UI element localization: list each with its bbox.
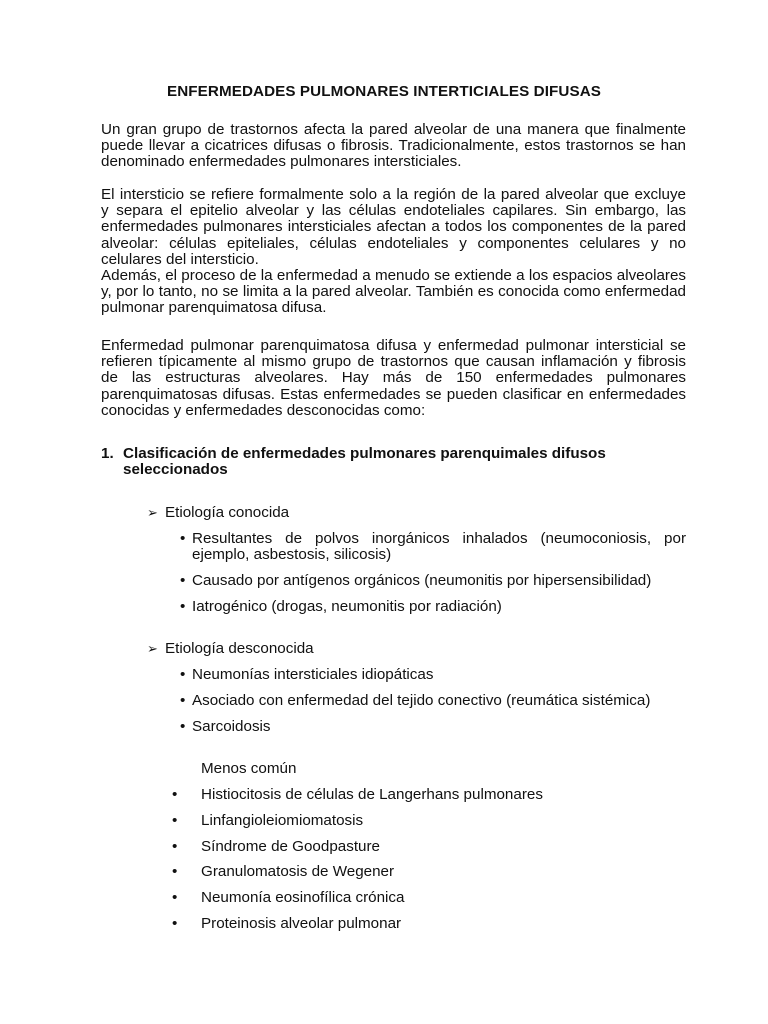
paragraph-line: alveolar: células epiteliales, células endoteliales y componentes celulares y no [101,234,686,252]
less-common-label: Neumonía eosinofílica crónica [201,889,405,906]
bullet-line: Causado por antígenos orgánicos (neumonitis por hipersensibilidad) [192,572,652,589]
paragraph-line: conocidas y enfermedades desconocidas como: [101,401,426,419]
paragraph-line: Enfermedad pulmonar parenquimatosa difusa y enfermedad pulmonar intersticial se [101,337,686,354]
bullet-line: ejemplo, asbestosis, silicosis) [192,546,392,564]
bullet-line: Iatrogénico (drogas, neumonitis por radiación) [192,598,502,615]
known-item-1 [180,531,686,563]
unknown-item-3 [180,719,686,735]
paragraph-line: El intersticio se refiere formalmente solo a la región de la pared alveolar que excluye [101,186,686,203]
paragraph-line: de las estructuras alveolares. Hay más de 150 enfermedades pulmonares [101,369,686,387]
bullet-icon: • [180,692,186,709]
paragraph-4 [101,338,686,419]
bullet-icon: • [172,838,178,855]
known-item-2 [180,573,686,589]
section-title-line: Clasificación de enfermedades pulmonares parenquimales difusos [123,445,606,462]
arrow-bullet-icon: ➢ [147,505,158,520]
paragraph-line: refieren típicamente al mismo grupo de trastornos que causan inflamación y fibrosis [101,353,686,371]
bullet-line: Asociado con enfermedad del tejido conectivo (reumática sistémica) [192,692,651,709]
document-title: ENFERMEDADES PULMONARES INTERTICIALES DIFUSAS [167,83,601,100]
paragraph-line: Además, el proceso de la enfermedad a menudo se extiende a los espacios alveolares [101,267,686,284]
less-common-label: Síndrome de Goodpasture [201,838,380,855]
unknown-etiology-heading [147,641,314,657]
paragraph-line: y separa el epitelio alveolar y las células endoteliales capilares. Sin embargo, las [101,202,686,220]
paragraph-line: Un gran grupo de trastornos afecta la pared alveolar de una manera que finalmente [101,121,686,138]
arrow-bullet-icon: ➢ [147,641,158,656]
bullet-icon: • [172,786,178,803]
bullet-line: Resultantes de polvos inorgánicos inhalados (neumoconiosis, por [192,530,686,547]
section-title-line: seleccionados [123,461,228,479]
paragraph-line: pulmonar parenquimatosa difusa. [101,299,327,317]
bullet-icon: • [172,915,178,932]
known-etiology-heading [147,505,289,521]
paragraph-line: celulares del intersticio. [101,250,259,268]
bullet-icon: • [180,666,186,683]
bullet-icon: • [172,863,178,880]
unknown-item-2 [180,693,686,709]
paragraph-line: y, por lo tanto, no se limita a la pared alveolar. También es conocida como enfermedad [101,283,686,301]
bullet-icon: • [172,889,178,906]
known-etiology-label: Etiología conocida [165,504,290,521]
unknown-etiology-label: Etiología desconocida [165,640,314,657]
bullet-icon: • [180,530,186,547]
unknown-item-1 [180,667,686,683]
less-common-label: Histiocitosis de células de Langerhans pulmonares [201,786,543,803]
paragraph-2 [101,187,686,268]
paragraph-line: denominado enfermedades pulmonares intersticiales. [101,153,462,171]
known-item-3 [180,599,686,615]
paragraph-1 [101,122,686,171]
less-common-label: Proteinosis alveolar pulmonar [201,915,402,932]
paragraph-line: puede llevar a cicatrices difusas o fibrosis. Tradicionalmente, estos trastornos se han [101,137,686,155]
paragraph-line: enfermedades pulmonares intersticiales afectan a todos los componentes de la pared [101,218,686,236]
bullet-icon: • [180,718,186,735]
paragraph-3 [101,268,686,317]
less-common-label: Granulomatosis de Wegener [201,863,395,880]
bullet-line: Neumonías intersticiales idiopáticas [192,666,434,683]
bullet-icon: • [180,598,186,615]
section-heading [101,446,686,478]
paragraph-line: parenquimatosas difusas. Estas enfermedades se pueden clasificar en enfermedades [101,385,686,403]
bullet-icon: • [180,572,186,589]
bullet-line: Sarcoidosis [192,718,271,735]
less-common-label: Linfangioleiomiomatosis [201,812,364,829]
section-number: 1. [101,445,114,462]
less-common-heading: Menos común [201,760,297,777]
bullet-icon: • [172,812,178,829]
